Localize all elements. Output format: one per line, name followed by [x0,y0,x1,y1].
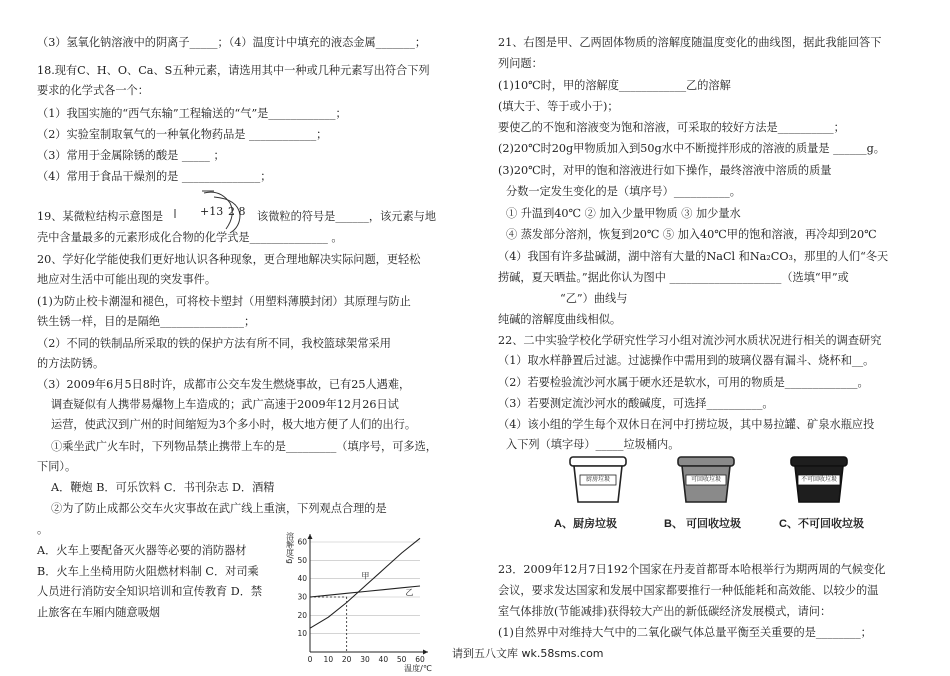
q18-item-3: （3）常用于金属除锈的酸是 _____ ； [37,149,225,162]
q20-3-sub1: ①乘坐武广火车时，下列物品禁止携带上车的是_________（填序号，可多选， [51,440,437,453]
bin-nonrecyclable [789,456,849,504]
q23-1: (1)自然界中对维持大气中的二氧化碳气体总量平衡至关重要的是________； [498,626,872,639]
q21-1-hint: (填大于、等于或小于)； [498,100,619,113]
q19-lead: 19、某微粒结构示意图是 [37,210,164,223]
y-tick-label: 10 [297,629,307,639]
atom-electron-shells: 2 8 [228,205,246,218]
y-axis-label: 溶解度/g [285,532,295,564]
q20-3-options: A．鞭炮 B．可乐饮料 C．书刊杂志 D．酒精 [51,481,275,494]
q22-2: （2）若要检验流沙河水属于硬水还是软水，可用的物质是_____________。 [498,376,869,389]
q20-1-cont: 铁生锈一样，目的是隔绝_______________； [37,315,256,328]
q20-3-cont-1: 调查疑似有人携带易爆物上车造成的；武广高速于2009年12月26日试 [51,398,399,411]
x-tick-label: 60 [415,655,425,664]
q21-4-cont: 捞碱，夏天晒盐。”据此你认为图中 ____________________（选填“甲”或 [498,271,849,284]
q18-item-1: （1）我国实施的“西气东输”工程输送的“气”是____________； [37,107,347,120]
q20-3-sub2: ②为了防止成都公交车火灾事故在武广线上重演，下列观点合理的是 [51,502,387,515]
q20-3-opt-a: A．火车上要配备灭火器等必要的消防器材 [37,544,247,557]
bin-recyclable-label: 可回收垃圾 [690,477,721,483]
bin-recyclable-caption: B、 可回收垃圾 [664,518,741,530]
q20-1: (1)为防止校卡潮湿和褪色，可将校卡塑封（用塑料薄膜封闭）其原理与防止 [37,295,411,308]
q22-4-cont: 入下列（填字母）_____垃圾桶内。 [506,438,680,451]
q21-3-cont: 分数一定发生变化的是（填序号）__________。 [506,185,741,198]
q21-3-opts-1: ① 升温到40℃ ② 加入少量甲物质 ③ 加少量水 [506,207,741,220]
y-tick-label: 20 [297,610,307,620]
q23-title: 23．2009年12月7日192个国家在丹麦首都哥本哈根举行为期两周的气候变化 [498,563,886,576]
x-tick-label: 50 [396,655,407,664]
atom-structure-diagram [172,185,256,235]
atom-nucleus-charge: +13 [200,205,224,218]
q22-title: 22、二中实验学校化学研究性学习小组对流沙河水质状况进行相关的调查研究 [498,334,882,347]
q21-1: (1)10℃时，甲的溶解度____________乙的溶解 [498,79,731,92]
x-tick-label: 0 [307,655,313,664]
solubility-chart-svg [280,520,450,672]
y-tick-label: 50 [297,555,307,565]
q21-3-opts-2: ④ 蒸发部分溶剂，恢复到20℃ ⑤ 加入40℃甲的饱和溶液，再冷却到20℃ [506,228,877,241]
series-label-jia: 甲 [361,571,370,581]
series-line-jia [310,538,420,628]
q20-3-sub1-cont: 下同）。 [37,460,77,473]
series-line-yi [310,586,420,597]
q21-3: (3)20℃时，对甲的饱和溶液进行如下操作，最终溶液中溶质的质量 [498,164,832,177]
q20-3-opt-c: 人员进行消防安全知识培训和宣传教育 D．禁 [37,585,263,598]
x-tick-label: 30 [360,655,370,664]
x-tick-label: 10 [323,655,334,664]
q20-3: （3）2009年6月5日8时许，成都市公交车发生燃烧事故，已有25人遇难， [37,378,411,391]
q20-3-cont-2: 运营，使武汉到广州的时间缩短为3个多小时，极大地方便了人们的出行。 [51,418,417,431]
bin-kitchen [568,456,628,504]
q20-3-opt-b: B．火车上坐椅用防火阻燃材料制 C．对司乘 [37,565,259,578]
solubility-chart [280,520,450,672]
q22-1: （1）取水样静置后过滤。过滤操作中需用到的玻璃仪器有漏斗、烧杯和__。 [498,354,875,367]
q18-title-2: 要求的化学式各一个： [37,84,149,97]
bin-nonrecyclable-label: 不可回收垃圾 [800,477,837,483]
y-tick-label: 60 [297,537,307,547]
q21-title-2: 列问题： [498,57,543,70]
y-tick-label: 40 [297,574,307,584]
q21-4-cont-2: “乙”）曲线与 [560,292,628,305]
q20-3-sub2-end: 。 [37,523,49,536]
q20-2: （2）不同的铁制品所采取的铁的保护方法有所不同，我校篮球架常采用 [37,337,391,350]
q23-title-3: 室气体排放(节能减排)获得较大产出的新低碳经济发展模式，请问： [498,605,832,618]
x-axis-label: 温度/℃ [404,664,432,672]
series-label-yi: 乙 [405,588,414,598]
q21-title: 21、右图是甲、乙两固体物质的溶解度随温度变化的曲线图，据此我能回答下 [498,36,882,49]
q20-title-2: 地应对生活中可能出现的突发事件。 [37,273,217,286]
x-tick-label: 40 [378,655,389,664]
y-tick-label: 30 [297,592,307,602]
q21-1-cont: 要使乙的不饱和溶液变为饱和溶液，可采取的较好方法是__________； [498,121,845,134]
x-tick-label: 20 [341,655,352,664]
q20-title: 20、学好化学能使我们更好地认识各种现象，更合理地解决实际问题，更轻松 [37,253,421,266]
q20-2-cont: 的方法防锈。 [37,357,105,370]
q19-line-2: 壳中含量最多的元素形成化合物的化学式是______________ 。 [37,231,343,244]
y-axis-arrow [308,534,313,539]
q21-4: （4）我国有许多盐碱湖，湖中溶有大量的NaCl 和Na₂CO₃，那里的人们“冬天 [498,250,889,263]
q22-4: （4）该小组的学生每个双休日在河中打捞垃圾，其中易拉罐、矿泉水瓶应投 [498,418,875,431]
q21-4-cont-3: 纯碱的溶解度曲线相似。 [498,313,622,326]
bin-recyclable [676,456,736,504]
q17-line: （3）氢氧化钠溶液中的阴离子_____；（4）温度计中填充的液态金属_______； [37,36,427,49]
q18-item-4: （4）常用于食品干燥剂的是 ______________； [37,170,272,183]
bin-kitchen-label: 厨房垃圾 [585,477,610,483]
q19-rest: 该微粒的符号是______，该元素与地 [257,210,437,223]
bin-kitchen-caption: A、厨房垃圾 [554,518,617,530]
q18-title: 18.现有C、H、O、Ca、S五种元素，请选用其中一种或几种元素写出符合下列 [37,64,430,77]
x-axis-arrow [423,650,428,655]
q23-title-2: 会议，要求发达国家和发展中国家都要推行一种低能耗和高效能、以较少的温 [498,584,879,597]
q21-2: (2)20℃时20g甲物质加入到50g水中不断搅拌形成的溶液的质量是 ______g。 [498,142,885,155]
q22-3: （3）若要测定流沙河水的酸碱度，可选择__________。 [498,397,774,410]
footer-watermark: 请到五八文库 wk.58sms.com [452,647,604,660]
q20-3-opt-d: 止旅客在车厢内随意吸烟 [37,606,161,619]
bin-nonrecyclable-caption: C、不可回收垃圾 [779,518,864,530]
q18-item-2: （2）实验室制取氧气的一种氧化物药品是 ____________； [37,128,328,141]
